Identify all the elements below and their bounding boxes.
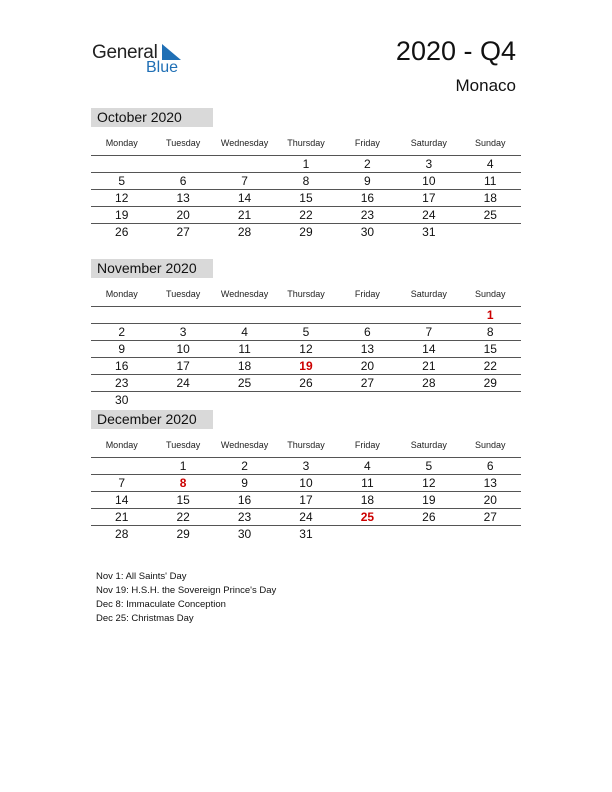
day-cell: 3 xyxy=(302,459,310,473)
month-december xyxy=(91,410,521,542)
weekday-label: Saturday xyxy=(410,138,447,148)
day-cell: 6 xyxy=(486,459,494,473)
day-cell: 27 xyxy=(360,376,375,390)
day-cell: 30 xyxy=(115,393,129,407)
day-cell: 28 xyxy=(422,376,436,390)
day-cell: 5 xyxy=(425,459,433,473)
day-cell: 16 xyxy=(360,191,375,205)
week-row xyxy=(91,358,521,375)
day-cell: 30 xyxy=(360,225,375,239)
day-cell: 29 xyxy=(176,527,190,541)
week-row xyxy=(91,458,521,475)
day-cell: 19 xyxy=(422,493,436,507)
day-cell: 10 xyxy=(176,342,190,356)
weekday-label: Monday xyxy=(105,440,138,450)
month-october xyxy=(91,108,521,240)
weekday-label: Monday xyxy=(105,138,138,148)
day-cell: 26 xyxy=(299,376,313,390)
day-cell: 2 xyxy=(118,325,126,339)
weekday-label: Sunday xyxy=(474,440,506,450)
week-row xyxy=(91,509,521,526)
logo-general-text: General xyxy=(92,42,158,63)
day-cell: 14 xyxy=(237,191,252,205)
logo-triangle-icon xyxy=(162,44,181,60)
day-cell: 9 xyxy=(364,174,371,188)
day-cell: 13 xyxy=(176,191,190,205)
day-cell: 29 xyxy=(483,376,497,390)
holiday-day-cell: 8 xyxy=(179,476,187,490)
day-cell: 27 xyxy=(483,510,497,524)
logo-blue-text: Blue xyxy=(146,59,179,76)
day-cell: 27 xyxy=(176,225,190,239)
day-cell: 1 xyxy=(302,157,310,171)
day-cell: 15 xyxy=(299,191,313,205)
day-cell: 31 xyxy=(299,527,313,541)
day-cell: 25 xyxy=(237,376,252,390)
weekday-header xyxy=(91,282,521,307)
day-cell: 26 xyxy=(115,225,129,239)
day-cell: 7 xyxy=(118,476,126,490)
week-row xyxy=(91,207,521,224)
week-row xyxy=(91,156,521,173)
day-cell: 2 xyxy=(241,459,248,473)
day-cell: 7 xyxy=(425,325,433,339)
day-cell: 21 xyxy=(115,510,129,524)
weekday-header xyxy=(91,433,521,458)
day-cell: 20 xyxy=(176,208,190,222)
day-cell: 6 xyxy=(179,174,187,188)
day-cell: 16 xyxy=(237,493,252,507)
day-cell: 20 xyxy=(360,359,375,373)
day-cell: 24 xyxy=(422,208,436,222)
day-cell: 9 xyxy=(118,342,126,356)
day-cell: 20 xyxy=(483,493,497,507)
weekday-label: Friday xyxy=(354,289,380,299)
weekday-label: Thursday xyxy=(287,138,325,148)
weekday-label: Tuesday xyxy=(166,440,201,450)
weekday-label: Wednesday xyxy=(220,289,269,299)
month-label: December 2020 xyxy=(91,410,213,429)
day-cell: 12 xyxy=(422,476,436,490)
weekday-label: Wednesday xyxy=(220,138,269,148)
day-cell: 22 xyxy=(483,359,497,373)
day-cell: 23 xyxy=(115,376,129,390)
day-cell: 4 xyxy=(364,459,371,473)
weekday-label: Tuesday xyxy=(166,289,201,299)
holiday-day-cell: 1 xyxy=(486,308,494,322)
day-cell: 23 xyxy=(237,510,252,524)
day-cell: 25 xyxy=(483,208,497,222)
holiday-day-cell: 25 xyxy=(360,510,375,524)
day-cell: 17 xyxy=(299,493,313,507)
page-title: 2020 - Q4 xyxy=(395,36,516,66)
day-cell: 6 xyxy=(364,325,371,339)
day-cell: 28 xyxy=(237,225,252,239)
day-cell: 15 xyxy=(483,342,497,356)
day-cell: 5 xyxy=(302,325,310,339)
country-name: Monaco xyxy=(455,76,516,95)
day-cell: 8 xyxy=(486,325,494,339)
day-cell: 10 xyxy=(422,174,436,188)
day-cell: 16 xyxy=(115,359,129,373)
week-row xyxy=(91,492,521,509)
week-row xyxy=(91,173,521,190)
day-cell: 9 xyxy=(241,476,248,490)
day-cell: 4 xyxy=(486,157,494,171)
day-cell: 17 xyxy=(422,191,436,205)
day-cell: 31 xyxy=(422,225,436,239)
day-cell: 24 xyxy=(299,510,313,524)
week-row xyxy=(91,375,521,392)
weekday-label: Saturday xyxy=(410,440,447,450)
holiday-list xyxy=(96,570,276,626)
day-cell: 12 xyxy=(115,191,129,205)
day-cell: 3 xyxy=(425,157,433,171)
day-cell: 4 xyxy=(241,325,248,339)
holiday-item: Nov 1: All Saints' Day xyxy=(96,571,187,582)
week-row xyxy=(91,307,521,324)
day-cell: 21 xyxy=(237,208,252,222)
weekday-label: Thursday xyxy=(287,440,325,450)
logo xyxy=(92,40,192,80)
month-label: October 2020 xyxy=(91,108,213,127)
day-cell: 7 xyxy=(241,174,248,188)
day-cell: 3 xyxy=(179,325,187,339)
day-cell: 18 xyxy=(483,191,497,205)
day-cell: 11 xyxy=(238,342,251,356)
day-cell: 15 xyxy=(176,493,190,507)
week-row xyxy=(91,526,521,542)
day-cell: 14 xyxy=(422,342,436,356)
day-cell: 13 xyxy=(483,476,497,490)
day-cell: 12 xyxy=(299,342,313,356)
month-november xyxy=(91,259,521,408)
day-cell: 29 xyxy=(299,225,313,239)
weekday-label: Wednesday xyxy=(220,440,269,450)
day-cell: 18 xyxy=(237,359,252,373)
week-row xyxy=(91,224,521,240)
day-cell: 23 xyxy=(360,208,375,222)
day-cell: 5 xyxy=(118,174,126,188)
day-cell: 1 xyxy=(179,459,187,473)
weekday-label: Tuesday xyxy=(166,138,201,148)
day-cell: 11 xyxy=(361,476,374,490)
day-cell: 22 xyxy=(176,510,190,524)
day-cell: 26 xyxy=(422,510,436,524)
weekday-label: Thursday xyxy=(287,289,325,299)
day-cell: 11 xyxy=(484,174,497,188)
day-cell: 19 xyxy=(115,208,129,222)
weekday-label: Sunday xyxy=(474,289,506,299)
day-cell: 13 xyxy=(360,342,375,356)
day-cell: 22 xyxy=(299,208,313,222)
weekday-label: Sunday xyxy=(474,138,506,148)
day-cell: 10 xyxy=(299,476,313,490)
weekday-label: Monday xyxy=(105,289,138,299)
weekday-label: Saturday xyxy=(410,289,447,299)
day-cell: 2 xyxy=(364,157,371,171)
day-cell: 28 xyxy=(115,527,129,541)
day-cell: 17 xyxy=(176,359,190,373)
week-row xyxy=(91,190,521,207)
week-row xyxy=(91,392,521,408)
holiday-day-cell: 19 xyxy=(299,359,313,373)
week-row xyxy=(91,475,521,492)
week-row xyxy=(91,341,521,358)
month-label: November 2020 xyxy=(91,259,213,278)
day-cell: 21 xyxy=(422,359,436,373)
holiday-item: Dec 25: Christmas Day xyxy=(96,613,194,624)
day-cell: 18 xyxy=(360,493,375,507)
weekday-header xyxy=(91,131,521,156)
week-row xyxy=(91,324,521,341)
holiday-item: Dec 8: Immaculate Conception xyxy=(96,599,226,610)
holiday-item: Nov 19: H.S.H. the Sovereign Prince's Day xyxy=(96,585,277,596)
day-cell: 24 xyxy=(176,376,190,390)
day-cell: 8 xyxy=(302,174,310,188)
weekday-label: Friday xyxy=(354,138,380,148)
day-cell: 14 xyxy=(115,493,129,507)
weekday-label: Friday xyxy=(354,440,380,450)
day-cell: 30 xyxy=(237,527,252,541)
